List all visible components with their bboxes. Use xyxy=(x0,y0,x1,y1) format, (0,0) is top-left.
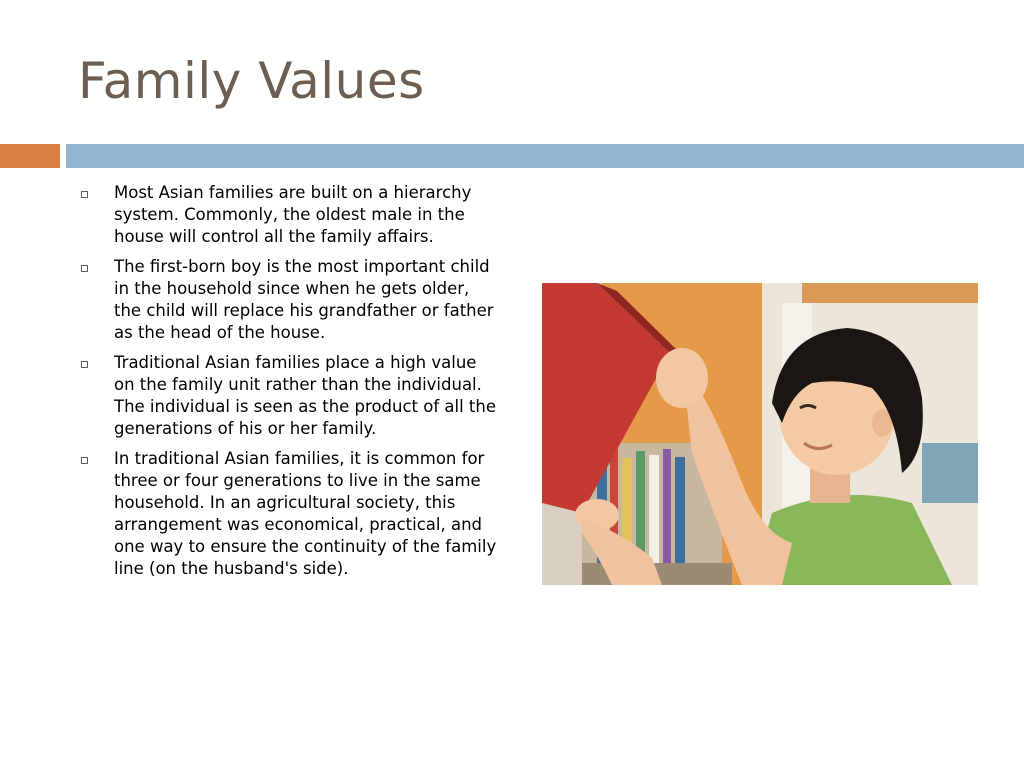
square-bullet-icon xyxy=(81,191,88,198)
square-bullet-icon xyxy=(81,361,88,368)
slide-title: Family Values xyxy=(78,52,425,110)
bullet-text: Most Asian families are built on a hierarchy system. Commonly, the oldest male in the house will control all the family affairs. xyxy=(114,183,472,246)
bullet-item xyxy=(78,352,498,440)
bullet-text: In traditional Asian families, it is common for three or four generations to live in the same household. In an agricultural society, this arrangement was economical, practical, and one way to ensure the continuity of the family line (on the husband's side). xyxy=(114,449,497,578)
bullet-item xyxy=(78,448,498,580)
bullet-item xyxy=(78,182,498,248)
accent-bar-blue xyxy=(66,144,1024,168)
child-with-book-photo xyxy=(542,283,978,585)
bullet-item xyxy=(78,256,498,344)
bullet-text: The first-born boy is the most important child in the household since when he gets older, the child will replace his grandfather or father as the head of the house. xyxy=(114,257,494,342)
square-bullet-icon xyxy=(81,457,88,464)
bullet-list xyxy=(78,182,498,588)
accent-bar-orange xyxy=(0,144,60,168)
square-bullet-icon xyxy=(81,265,88,272)
bullet-text: Traditional Asian families place a high value on the family unit rather than the individual. The individual is seen as the product of all the generations of his or her family. xyxy=(114,353,497,438)
